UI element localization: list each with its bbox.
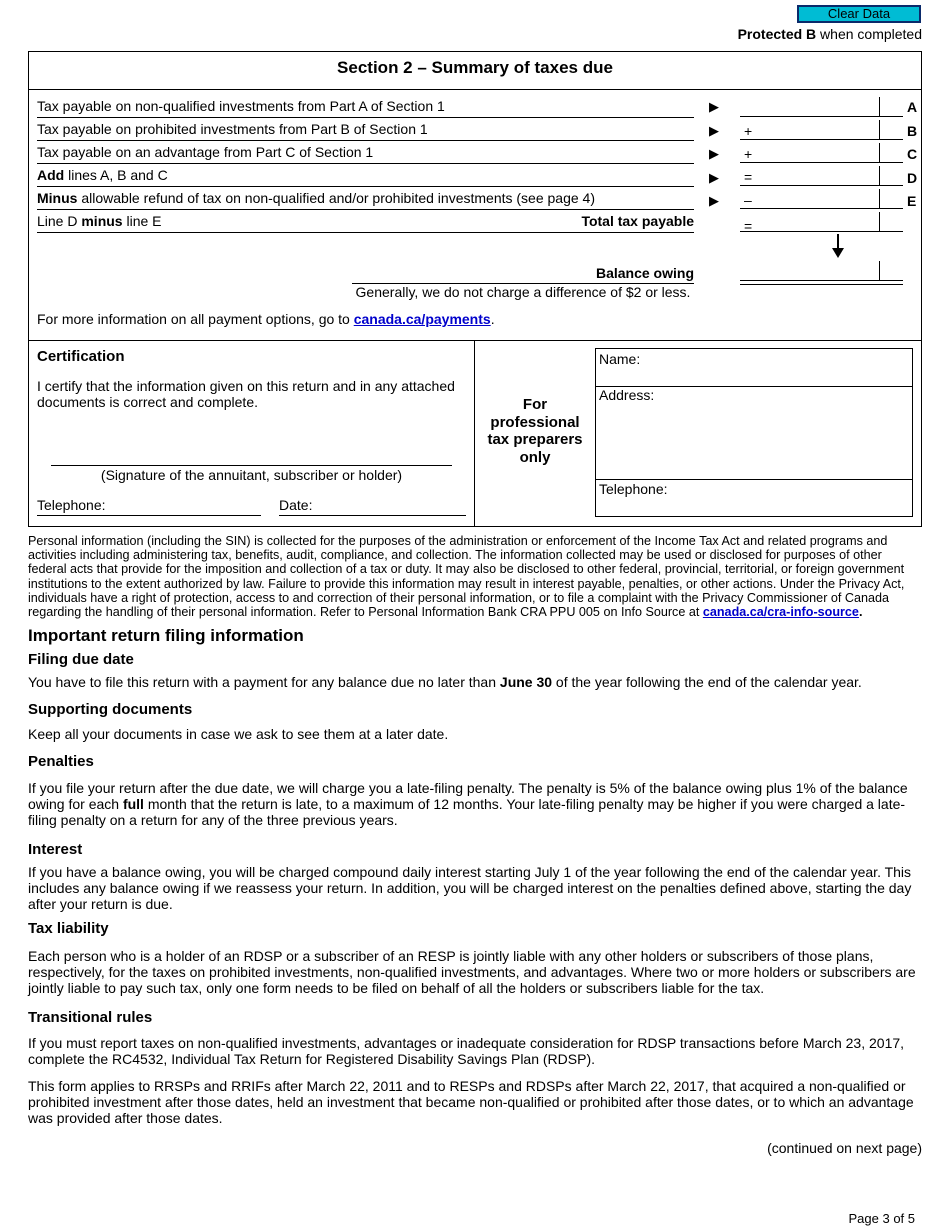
- cents-divider: [879, 143, 880, 163]
- transitional-text-1: If you must report taxes on non-qualified investments, advantages or inadequate consideration for RDSP transactions before March 23, 2017, complete the RC4532, Individual Tax Return for Registered Disability Savings Plan (RDSP).: [28, 1035, 905, 1067]
- supporting-text: Keep all your documents in case we ask to see them at a later date.: [28, 726, 449, 742]
- line-b-text: Tax payable on prohibited investments from Part B of Section 1: [37, 121, 428, 137]
- line-d-operator: =: [744, 169, 753, 185]
- clear-data-button[interactable]: Clear Data: [797, 5, 921, 23]
- total-tax-payable-input[interactable]: [740, 212, 903, 232]
- line-c-letter: C: [907, 146, 918, 162]
- arrow-right-icon: ▶: [709, 193, 719, 208]
- balance-owing-label: Balance owing: [595, 265, 694, 281]
- line-b-letter: B: [907, 123, 918, 139]
- line-a-text: Tax payable on non-qualified investments from Part A of Section 1: [37, 98, 445, 114]
- supporting-heading: Supporting documents: [28, 701, 193, 718]
- due-date-heading: Filing due date: [28, 651, 134, 668]
- line-d-text: lines A, B and C: [64, 167, 168, 183]
- line-e-letter: E: [907, 193, 917, 209]
- total-line-bold: minus: [81, 213, 123, 229]
- cents-divider: [879, 120, 880, 140]
- continued-note: (continued on next page): [767, 1140, 922, 1156]
- line-a-input[interactable]: [740, 97, 903, 117]
- cents-divider: [879, 189, 880, 209]
- divider: [28, 89, 922, 90]
- total-line-post: line E: [122, 213, 162, 229]
- line-e-input[interactable]: [740, 189, 903, 209]
- down-arrow-head-icon: [832, 248, 844, 258]
- total-line-label: [37, 210, 694, 233]
- certification-title: Certification: [37, 348, 125, 365]
- protected-b-label: Protected B: [737, 26, 817, 42]
- line-e-bold: Minus: [37, 190, 78, 206]
- line-c-text: Tax payable on an advantage from Part C of Section 1: [37, 144, 374, 160]
- cents-divider: [879, 97, 880, 117]
- line-b-input[interactable]: [740, 120, 903, 140]
- due-date-pre: You have to file this return with a payment for any balance due no later than: [28, 674, 500, 690]
- transitional-heading: Transitional rules: [28, 1009, 153, 1026]
- liability-text: Each person who is a holder of an RDSP or a subscriber of an RESP is jointly liable with any other holders or subscribers of those plans, respectively, for the taxes on prohibited investments, non-qualified investments, and advantages. Where two or more holders or subscribers are jointly liable to pay such tax, only one form needs to be filed on behalf of all the holders or subscribers liable for the tax.: [28, 948, 916, 996]
- transitional-text-2: This form applies to RRSPs and RRIFs after March 22, 2011 and to RESPs and RDSPs after March 22, 2017, that acquired a non-qualified or prohibited investment after those dates, held an investment that became non-qualified or prohibited after those dates, or to which an advantage was provided after those dates.: [28, 1078, 914, 1126]
- line-e-text: allowable refund of tax on non-qualified and/or prohibited investments (see page 4): [77, 190, 596, 206]
- info-source-link[interactable]: canada.ca/cra-info-source: [702, 605, 859, 620]
- penalties-bold: full: [122, 796, 144, 812]
- line-b-label: [37, 118, 694, 141]
- telephone-field[interactable]: [37, 497, 261, 516]
- signature-label: (Signature of the annuitant, subscriber or holder): [100, 467, 403, 483]
- preparer-box: [595, 348, 913, 517]
- line-d-bold: Add: [37, 167, 65, 183]
- line-c-input[interactable]: [740, 143, 903, 163]
- preparer-name-field[interactable]: [596, 349, 912, 387]
- line-a-letter: A: [907, 99, 918, 115]
- telephone-label: Telephone:: [37, 497, 106, 513]
- payment-info: [37, 311, 495, 327]
- balance-note: Generally, we do not charge a difference of $2 or less.: [355, 284, 691, 300]
- payment-end: .: [490, 311, 495, 327]
- line-c-operator: +: [744, 146, 753, 162]
- page-number: Page 3 of 5: [848, 1211, 915, 1226]
- filing-info-title: Important return filing information: [28, 626, 304, 645]
- arrow-right-icon: ▶: [709, 170, 719, 185]
- privacy-notice: [28, 534, 922, 619]
- arrow-right-icon: ▶: [709, 99, 719, 114]
- name-label: Name:: [599, 351, 641, 367]
- preparer-address-field[interactable]: [596, 387, 912, 480]
- divider: [28, 340, 922, 341]
- protected-b-notice: [738, 26, 922, 42]
- double-underline: [740, 284, 903, 285]
- privacy-end: .: [858, 605, 863, 620]
- line-c-label: [37, 141, 694, 164]
- penalties-heading: Penalties: [28, 753, 94, 770]
- divider: [474, 340, 475, 527]
- line-d-input[interactable]: [740, 166, 903, 186]
- due-date-bold: June 30: [499, 674, 553, 690]
- penalties-text: [28, 780, 922, 828]
- penalties-post: month that the return is late, to a maximum of 12 months. Your late-filing penalty may be higher if you were charged a late-filing penalty on a return for any of the three previous years.: [28, 796, 906, 828]
- line-e-operator: –: [744, 192, 752, 208]
- preparer-heading: For professional tax preparers only: [487, 396, 583, 466]
- payments-link[interactable]: canada.ca/payments: [353, 311, 491, 327]
- cents-divider: [879, 166, 880, 186]
- payment-text: For more information on all payment options, go to: [37, 311, 354, 327]
- date-field[interactable]: [279, 497, 466, 516]
- total-tax-payable-label: Total tax payable: [581, 213, 694, 229]
- line-a-label: [37, 95, 694, 118]
- preparer-telephone-field[interactable]: [596, 480, 912, 516]
- line-e-label: [37, 187, 694, 210]
- cents-divider: [879, 261, 880, 281]
- protected-b-suffix: when completed: [816, 26, 922, 42]
- privacy-text: Personal information (including the SIN) is collected for the purposes of the administration or enforcement of the Income Tax Act and related programs and activities including administering tax, benefits, audit, compliance, and collection. The information collected may be used or disclosed for purposes of other federal acts that provide for the imposition and collection of a tax or duty. It may also be disclosed to other federal, provincial, territorial, or foreign government institutions to the extent authorized by law. Failure to provide this information may result in interest payable, penalties, or other actions. Under the Privacy Act, individuals have a right of protection, access to and correction of their personal information, or to file a complaint with the Privacy Commissioner of Canada regarding the handling of their personal information. Refer to Personal Information Bank CRA PPU 005 on Info Source at: [28, 534, 905, 620]
- liability-heading: Tax liability: [28, 920, 109, 937]
- total-operator: =: [744, 218, 753, 234]
- certification-statement: I certify that the information given on this return and in any attached documents is correct and complete.: [37, 378, 455, 410]
- signature-field[interactable]: [51, 465, 452, 466]
- due-date-post: of the year following the end of the calendar year.: [552, 674, 862, 690]
- line-d-label: [37, 164, 694, 187]
- cents-divider: [879, 212, 880, 232]
- arrow-right-icon: ▶: [709, 146, 719, 161]
- arrow-right-icon: ▶: [709, 123, 719, 138]
- date-label: Date:: [279, 497, 313, 513]
- interest-heading: Interest: [28, 841, 83, 858]
- penalties-pre: If you file your return after the due date, we will charge you a late-filing penalty. The penalty is 5% of the balance owing plus 1% of the balance owing for each: [28, 780, 908, 812]
- address-label: Address:: [599, 387, 655, 403]
- preparer-telephone-label: Telephone:: [599, 481, 668, 497]
- balance-owing-input[interactable]: [740, 261, 903, 281]
- interest-text: If you have a balance owing, you will be charged compound daily interest starting July 1 of the year following the end of the calendar year. This includes any balance owing if we reassess your return. In addition, you will be charged interest on the penalties defined above, starting the day after your return is due.: [28, 864, 912, 912]
- total-line-pre: Line D: [37, 213, 82, 229]
- line-d-letter: D: [907, 170, 918, 186]
- section-2-title: Section 2 – Summary of taxes due: [337, 58, 613, 77]
- line-b-operator: +: [744, 123, 753, 139]
- due-date-text: [28, 674, 922, 690]
